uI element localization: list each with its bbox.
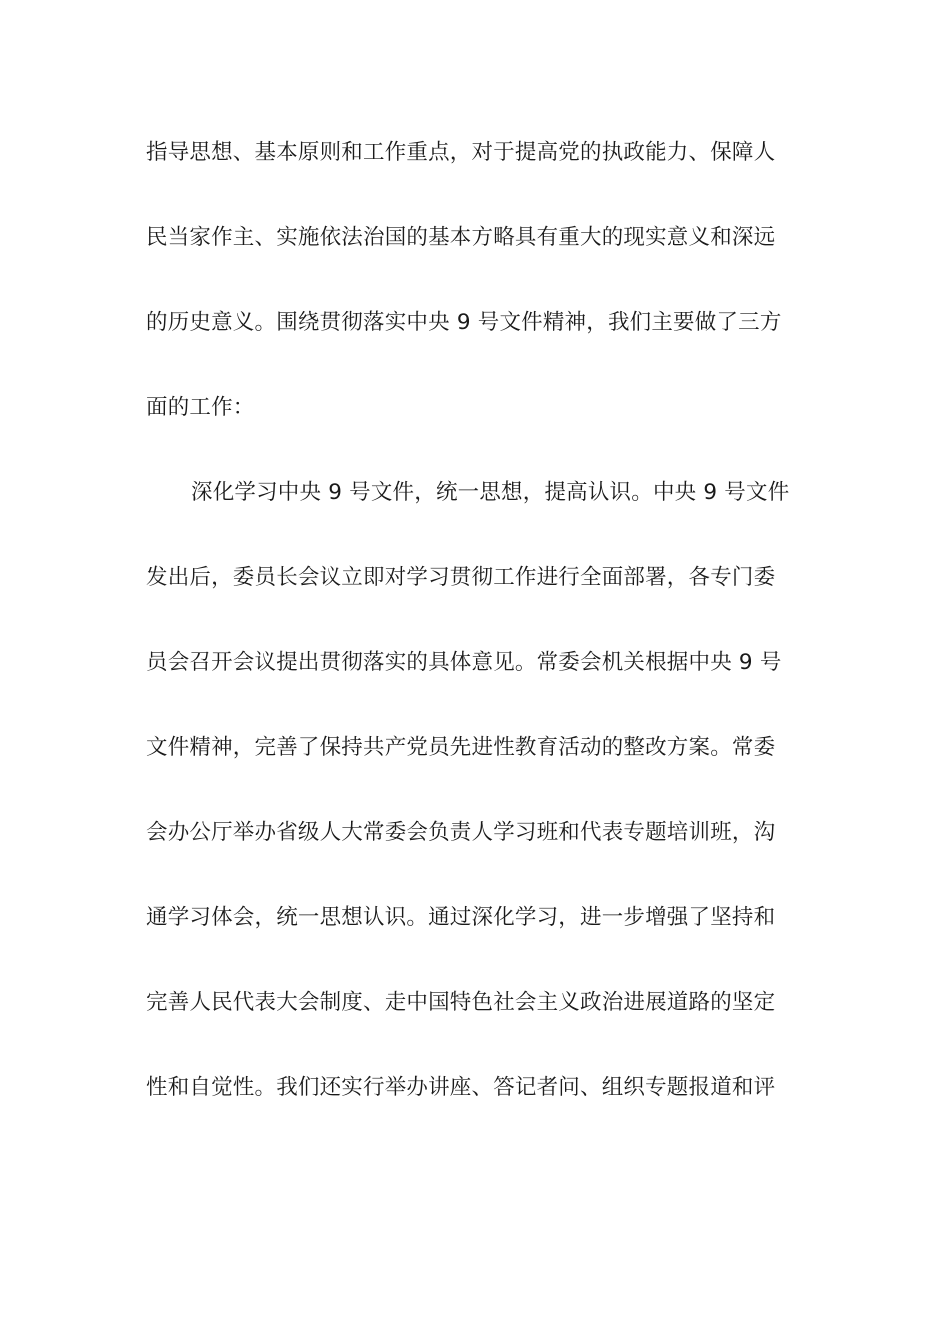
paragraph-first-line: 深化学习中央 9 号文件，统一思想，提高认识。中央 9 号文件 [191,480,790,505]
text-line: 文件精神，完善了保持共产党员先进性教育活动的整改方案。常委 [146,735,776,760]
text-line: 通学习体会，统一思想认识。通过深化学习，进一步增强了坚持和 [146,905,776,930]
body-text [146,128,806,1148]
text-line: 民当家作主、实施依法治国的基本方略具有重大的现实意义和深远 [146,225,776,250]
text-line: 面的工作： [146,395,255,420]
text-line: 的历史意义。围绕贯彻落实中央 9 号文件精神，我们主要做了三方 [146,310,782,335]
text-line: 完善人民代表大会制度、走中国特色社会主义政治进展道路的坚定 [146,990,776,1015]
text-line: 会办公厅举办省级人大常委会负责人学习班和代表专题培训班，沟 [146,820,776,845]
text-line: 发出后，委员长会议立即对学习贯彻工作进行全面部署，各专门委 [146,565,776,590]
text-line: 性和自觉性。我们还实行举办讲座、答记者问、组织专题报道和评 [146,1075,776,1100]
text-line: 指导思想、基本原则和工作重点，对于提高党的执政能力、保障人 [146,140,776,165]
text-line: 员会召开会议提出贯彻落实的具体意见。常委会机关根据中央 9 号 [146,650,782,675]
